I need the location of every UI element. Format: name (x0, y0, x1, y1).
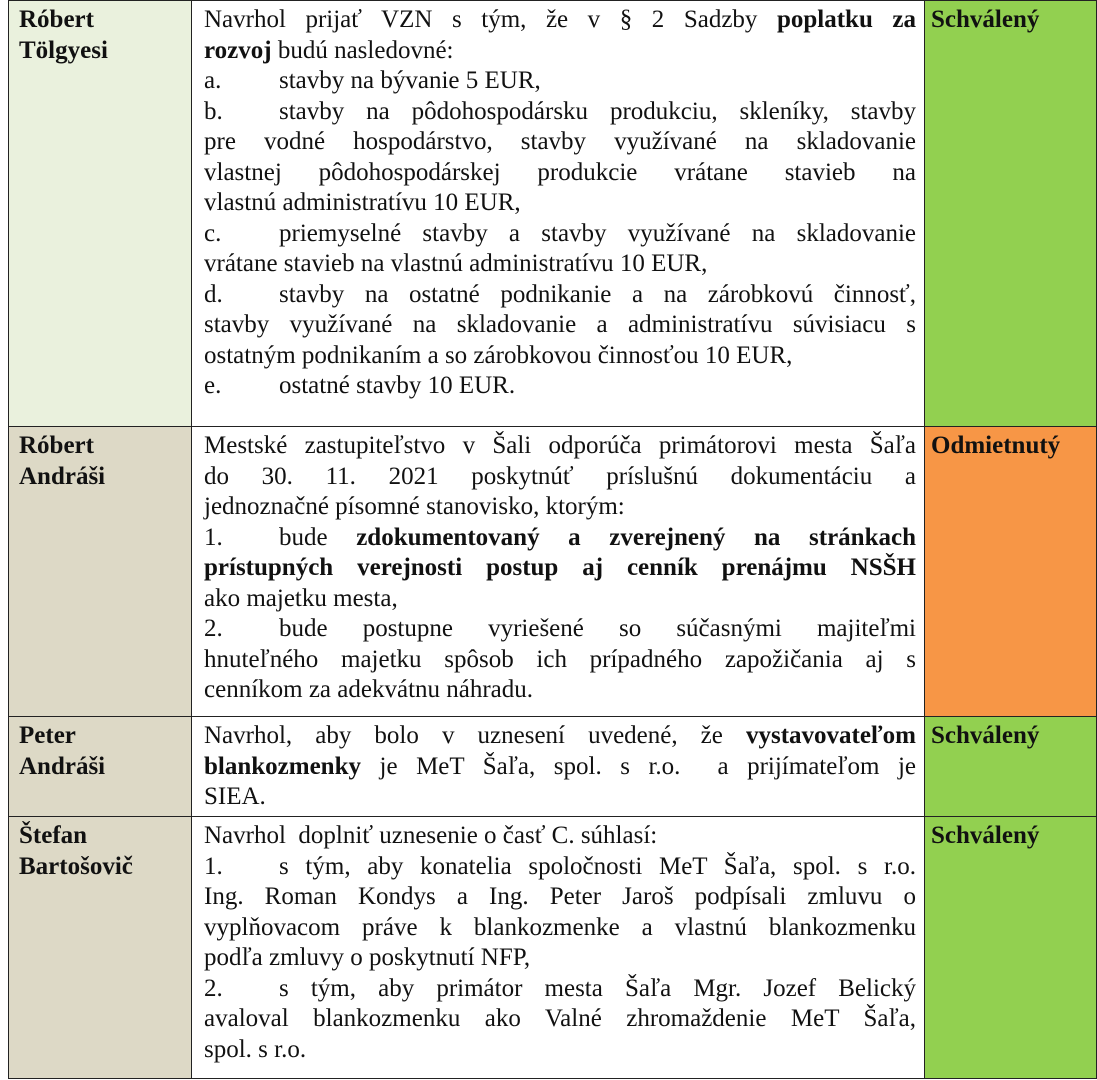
table-row (9, 1, 1097, 427)
proposer-first-name: Peter (19, 722, 76, 749)
proposal-line: SIEA. (204, 783, 266, 810)
proposer-last-name: Bartošovič (19, 852, 133, 880)
list-marker: 2. (204, 974, 223, 1002)
proposer-name (9, 427, 192, 717)
list-continuation: stavby využívané na skladovanie a administratívu súvisiacu s (204, 311, 916, 338)
list-item (204, 371, 916, 402)
proposal-line (204, 721, 916, 752)
proposer-last-name: Andráši (19, 752, 106, 780)
proposal-line (204, 752, 916, 783)
list-text: bude postupne vyriešené so súčasnými majiteľmi (279, 615, 916, 642)
proposer-first-name: Štefan (19, 822, 88, 849)
bold-run: poplatku za (776, 6, 916, 33)
table-row (9, 427, 1097, 717)
list-item (204, 614, 916, 645)
list-marker: 1. (204, 852, 223, 880)
proposer-last-name: Tölgyesi (19, 36, 108, 64)
list-item (204, 219, 916, 250)
list-continuation: vlastnej pôdohospodárskej produkcie vrátane stavieb na (204, 158, 916, 186)
list-item (204, 97, 916, 128)
list-continuation: vrátane stavieb na vlastnú administratívu 10 EUR, (204, 250, 708, 277)
bold-run: zdokumentovaný a zverejnený na stránkach (356, 523, 916, 551)
proposal-line: ako majetku mesta, (204, 584, 398, 612)
proposer-name (9, 1, 192, 427)
proposal-line: hnuteľného majetku spôsob ich prípadného zapožičania aj s (204, 645, 916, 673)
list-item (204, 974, 916, 1005)
text-run: Navrhol, aby bolo v uznesení uvedené, že (204, 722, 746, 749)
proposal-text (192, 817, 925, 1079)
list-continuation: pre vodné hospodárstvo, stavby využívané na skladovanie (204, 128, 916, 155)
table-row (9, 717, 1097, 817)
proposal-line: do 30. 11. 2021 poskytnúť príslušnú dokumentáciu a (204, 462, 916, 490)
text-run: je MeT Šaľa, spol. s r.o. a prijímateľom je (360, 752, 916, 780)
list-continuation: ostatným podnikaním a so zárobkovou činnosťou 10 EUR, (204, 341, 793, 369)
list-text: stavby na pôdohospodársku produkciu, skleníky, stavby (279, 97, 916, 125)
status-approved: Schválený (925, 1, 1097, 427)
proposer-last-name: Andráši (19, 462, 106, 490)
proposal-line: avaloval blankozmenku ako Valné zhromaždenie MeT Šaľa, (204, 1005, 916, 1032)
proposal-line: Mestské zastupiteľstvo v Šali odporúča primátorovi mesta Šaľa (204, 432, 916, 459)
table-row (9, 817, 1097, 1079)
amendments-table (8, 0, 1097, 1079)
proposal-line: podľa zmluvy o poskytnutí NFP, (204, 944, 531, 971)
list-text: ostatné stavby 10 EUR. (279, 372, 516, 399)
proposal-text (192, 717, 925, 817)
list-item (204, 66, 916, 97)
list-marker: 1. (204, 523, 223, 551)
bold-run: blankozmenky (204, 752, 361, 780)
proposal-line: cenníkom za adekvátnu náhradu. (204, 676, 534, 703)
text-run: Navrhol prijať VZN s tým, že v § 2 Sadzby (204, 6, 777, 33)
proposal-text (192, 427, 925, 717)
list-item (204, 280, 916, 311)
bold-run: vystavovateľom (745, 722, 916, 749)
list-continuation: vlastnú administratívu 10 EUR, (204, 189, 521, 216)
list-text: s tým, aby konatelia spoločnosti MeT Šaľa, spol. s r.o. (279, 852, 916, 880)
list-marker: c. (204, 219, 222, 247)
status-approved: Schválený (925, 817, 1097, 1079)
proposal-line (204, 5, 916, 36)
list-marker: 2. (204, 615, 223, 642)
text-run: budú nasledovné: (271, 36, 454, 64)
proposal-line: spol. s r.o. (204, 1035, 307, 1063)
text-run: bude (279, 523, 357, 551)
proposal-line: Ing. Roman Kondys a Ing. Peter Jaroš podpísali zmluvu o (204, 883, 916, 910)
list-marker: b. (204, 97, 223, 125)
proposer-name (9, 717, 192, 817)
proposer-name (9, 817, 192, 1079)
list-text: priemyselné stavby a stavby využívané na skladovanie (279, 219, 916, 247)
proposer-first-name: Róbert (19, 432, 94, 459)
list-item (204, 852, 916, 883)
list-marker: d. (204, 280, 223, 308)
proposal-line (204, 36, 916, 67)
proposer-first-name: Róbert (19, 6, 94, 33)
list-marker: e. (204, 372, 222, 399)
proposal-line: vyplňovacom práve k blankozmenke a vlastnú blankozmenku (204, 913, 916, 941)
list-text: stavby na bývanie 5 EUR, (279, 67, 541, 94)
bold-run: rozvoj (204, 36, 272, 64)
list-text: s tým, aby primátor mesta Šaľa Mgr. Jozef Belický (279, 974, 916, 1002)
list-marker: a. (204, 67, 222, 94)
list-text: stavby na ostatné podnikanie a na zárobkovú činnosť, (279, 280, 916, 308)
proposal-line: Navrhol doplniť uznesenie o časť C. súhlasí: (204, 822, 658, 849)
list-item (204, 523, 916, 554)
proposal-text (192, 1, 925, 427)
status-approved: Schválený (925, 717, 1097, 817)
proposal-line-bold: prístupných verejnosti postup aj cenník prenájmu NSŠH (204, 554, 916, 581)
status-rejected: Odmietnutý (925, 427, 1097, 717)
proposal-line: jednoznačné písomné stanovisko, ktorým: (204, 493, 625, 520)
